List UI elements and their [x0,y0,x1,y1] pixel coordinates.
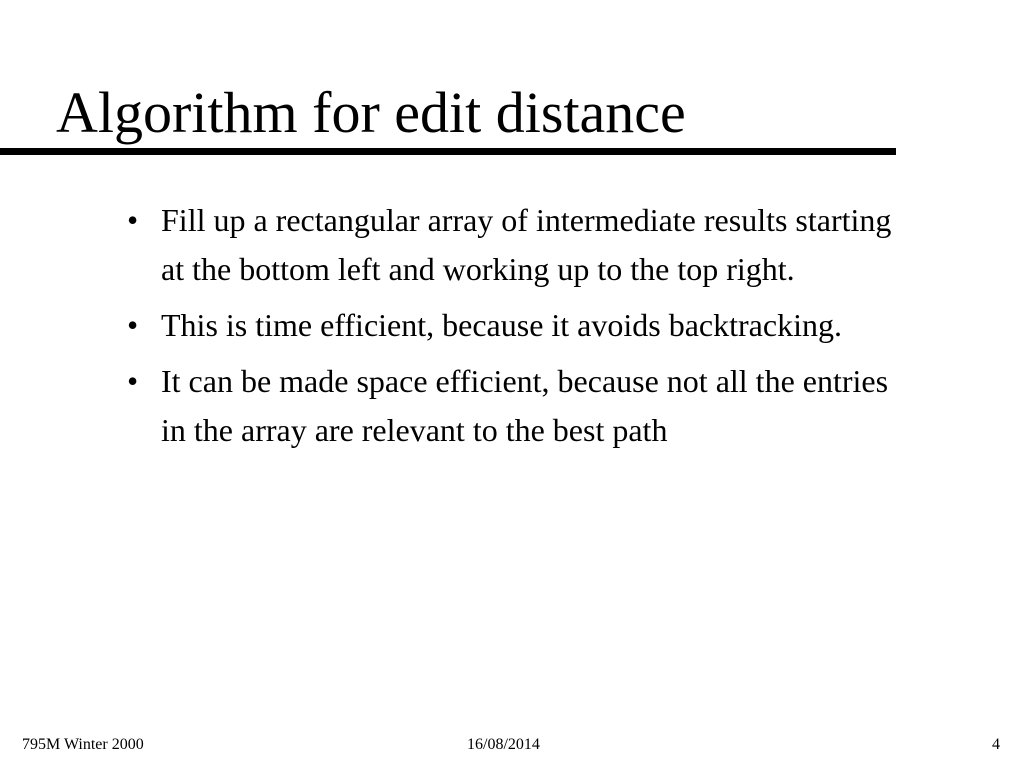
bullet-item [117,357,897,455]
bullet-marker: • [127,363,139,399]
title-underline [0,148,896,155]
bullet-text: Fill up a rectangular array of intermediate results starting at the bottom left and working up to the top right. [161,202,892,287]
bullet-marker: • [127,307,139,343]
bullet-item [117,196,897,294]
footer-page-number: 4 [992,736,1000,753]
bullet-marker: • [127,202,139,238]
slide-title: Algorithm for edit distance [56,80,686,145]
bullet-list [117,196,897,462]
footer-course-label: 795M Winter 2000 [22,736,144,753]
footer-date: 16/08/2014 [467,736,540,753]
bullet-text: It can be made space efficient, because not all the entries in the array are relevant to the best path [161,363,889,448]
bullet-item [117,301,897,350]
bullet-text: This is time efficient, because it avoids backtracking. [161,307,842,343]
